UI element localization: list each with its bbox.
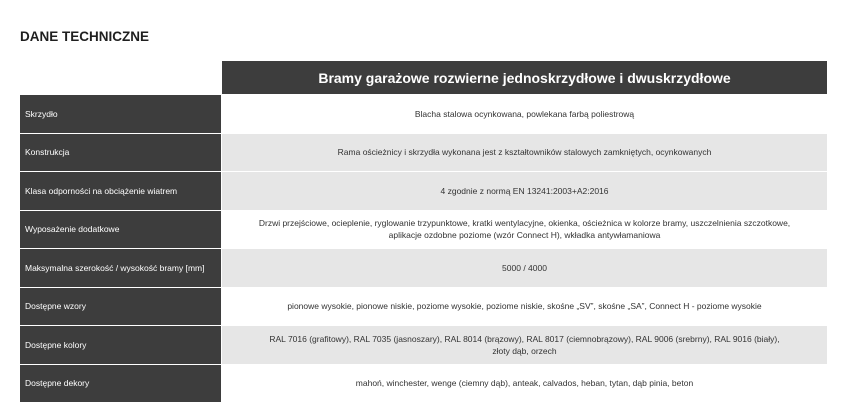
spec-label-dostepne-dekory: Dostępne dekory	[20, 365, 221, 403]
spec-value-maksymalne-wymiary	[222, 249, 827, 287]
spec-table	[20, 61, 827, 402]
spec-value-line: aplikacje ozdobne poziome (wzór Connect H), wkładka antywłamaniowa	[388, 230, 661, 241]
spec-value-line: Blacha stalowa ocynkowana, powlekana farbą poliestrową	[414, 108, 635, 119]
spec-label-maksymalne-wymiary: Maksymalna szerokość / wysokość bramy [mm]	[20, 249, 221, 287]
spec-label-klasa-odpornosci: Klasa odporności na obciążenie wiatrem	[20, 172, 221, 210]
spec-label-dostepne-wzory: Dostępne wzory	[20, 288, 221, 326]
spec-value-line: RAL 7016 (grafitowy), RAL 7035 (jasnoszary), RAL 8014 (brązowy), RAL 8017 (ciemnobrązowy), RAL 9006 (srebrny), RAL 9016 (biały),	[269, 333, 780, 344]
spec-value-dostepne-wzory	[222, 288, 827, 326]
table-header-title: Bramy garażowe rozwierne jednoskrzydłowe i dwuskrzydłowe	[222, 61, 827, 94]
spec-label-wyposazenie-dodatkowe: Wyposażenie dodatkowe	[20, 211, 221, 249]
spec-label-dostepne-kolory: Dostępne kolory	[20, 326, 221, 364]
spec-value-line: Rama ościeżnicy i skrzydła wykonana jest z kształtowników stalowych zamkniętych, ocynkowanych	[337, 147, 712, 158]
spec-value-dostepne-dekory	[222, 365, 827, 403]
spec-value-line: złoty dąb, orzech	[492, 345, 557, 356]
spec-value-dostepne-kolory	[222, 326, 827, 364]
spec-label-skrzydlo: Skrzydło	[20, 95, 221, 133]
spec-value-konstrukcja	[222, 134, 827, 172]
table-header-empty-cell	[20, 61, 221, 94]
spec-value-line: Drzwi przejściowe, ocieplenie, ryglowanie trzypunktowe, kratki wentylacyjne, okienka, ościeżnica w kolorze bramy, uszczelnienia szczotkowe,	[258, 218, 791, 229]
spec-value-skrzydlo	[222, 95, 827, 133]
spec-value-line: 4 zgodnie z normą EN 13241:2003+A2:2016	[440, 185, 609, 196]
spec-value-klasa-odpornosci	[222, 172, 827, 210]
spec-value-wyposazenie-dodatkowe	[222, 211, 827, 249]
section-title: DANE TECHNICZNE	[20, 29, 150, 44]
spec-value-line: mahoń, winchester, wenge (ciemny dąb), anteak, calvados, heban, tytan, dąb pinia, beton	[355, 378, 694, 389]
spec-label-konstrukcja: Konstrukcja	[20, 134, 221, 172]
spec-value-line: 5000 / 4000	[502, 262, 547, 273]
spec-value-line: pionowe wysokie, pionowe niskie, poziome wysokie, poziome niskie, skośne „SV”, skośne „SA”, Connect H - poziome wysokie	[287, 301, 762, 312]
